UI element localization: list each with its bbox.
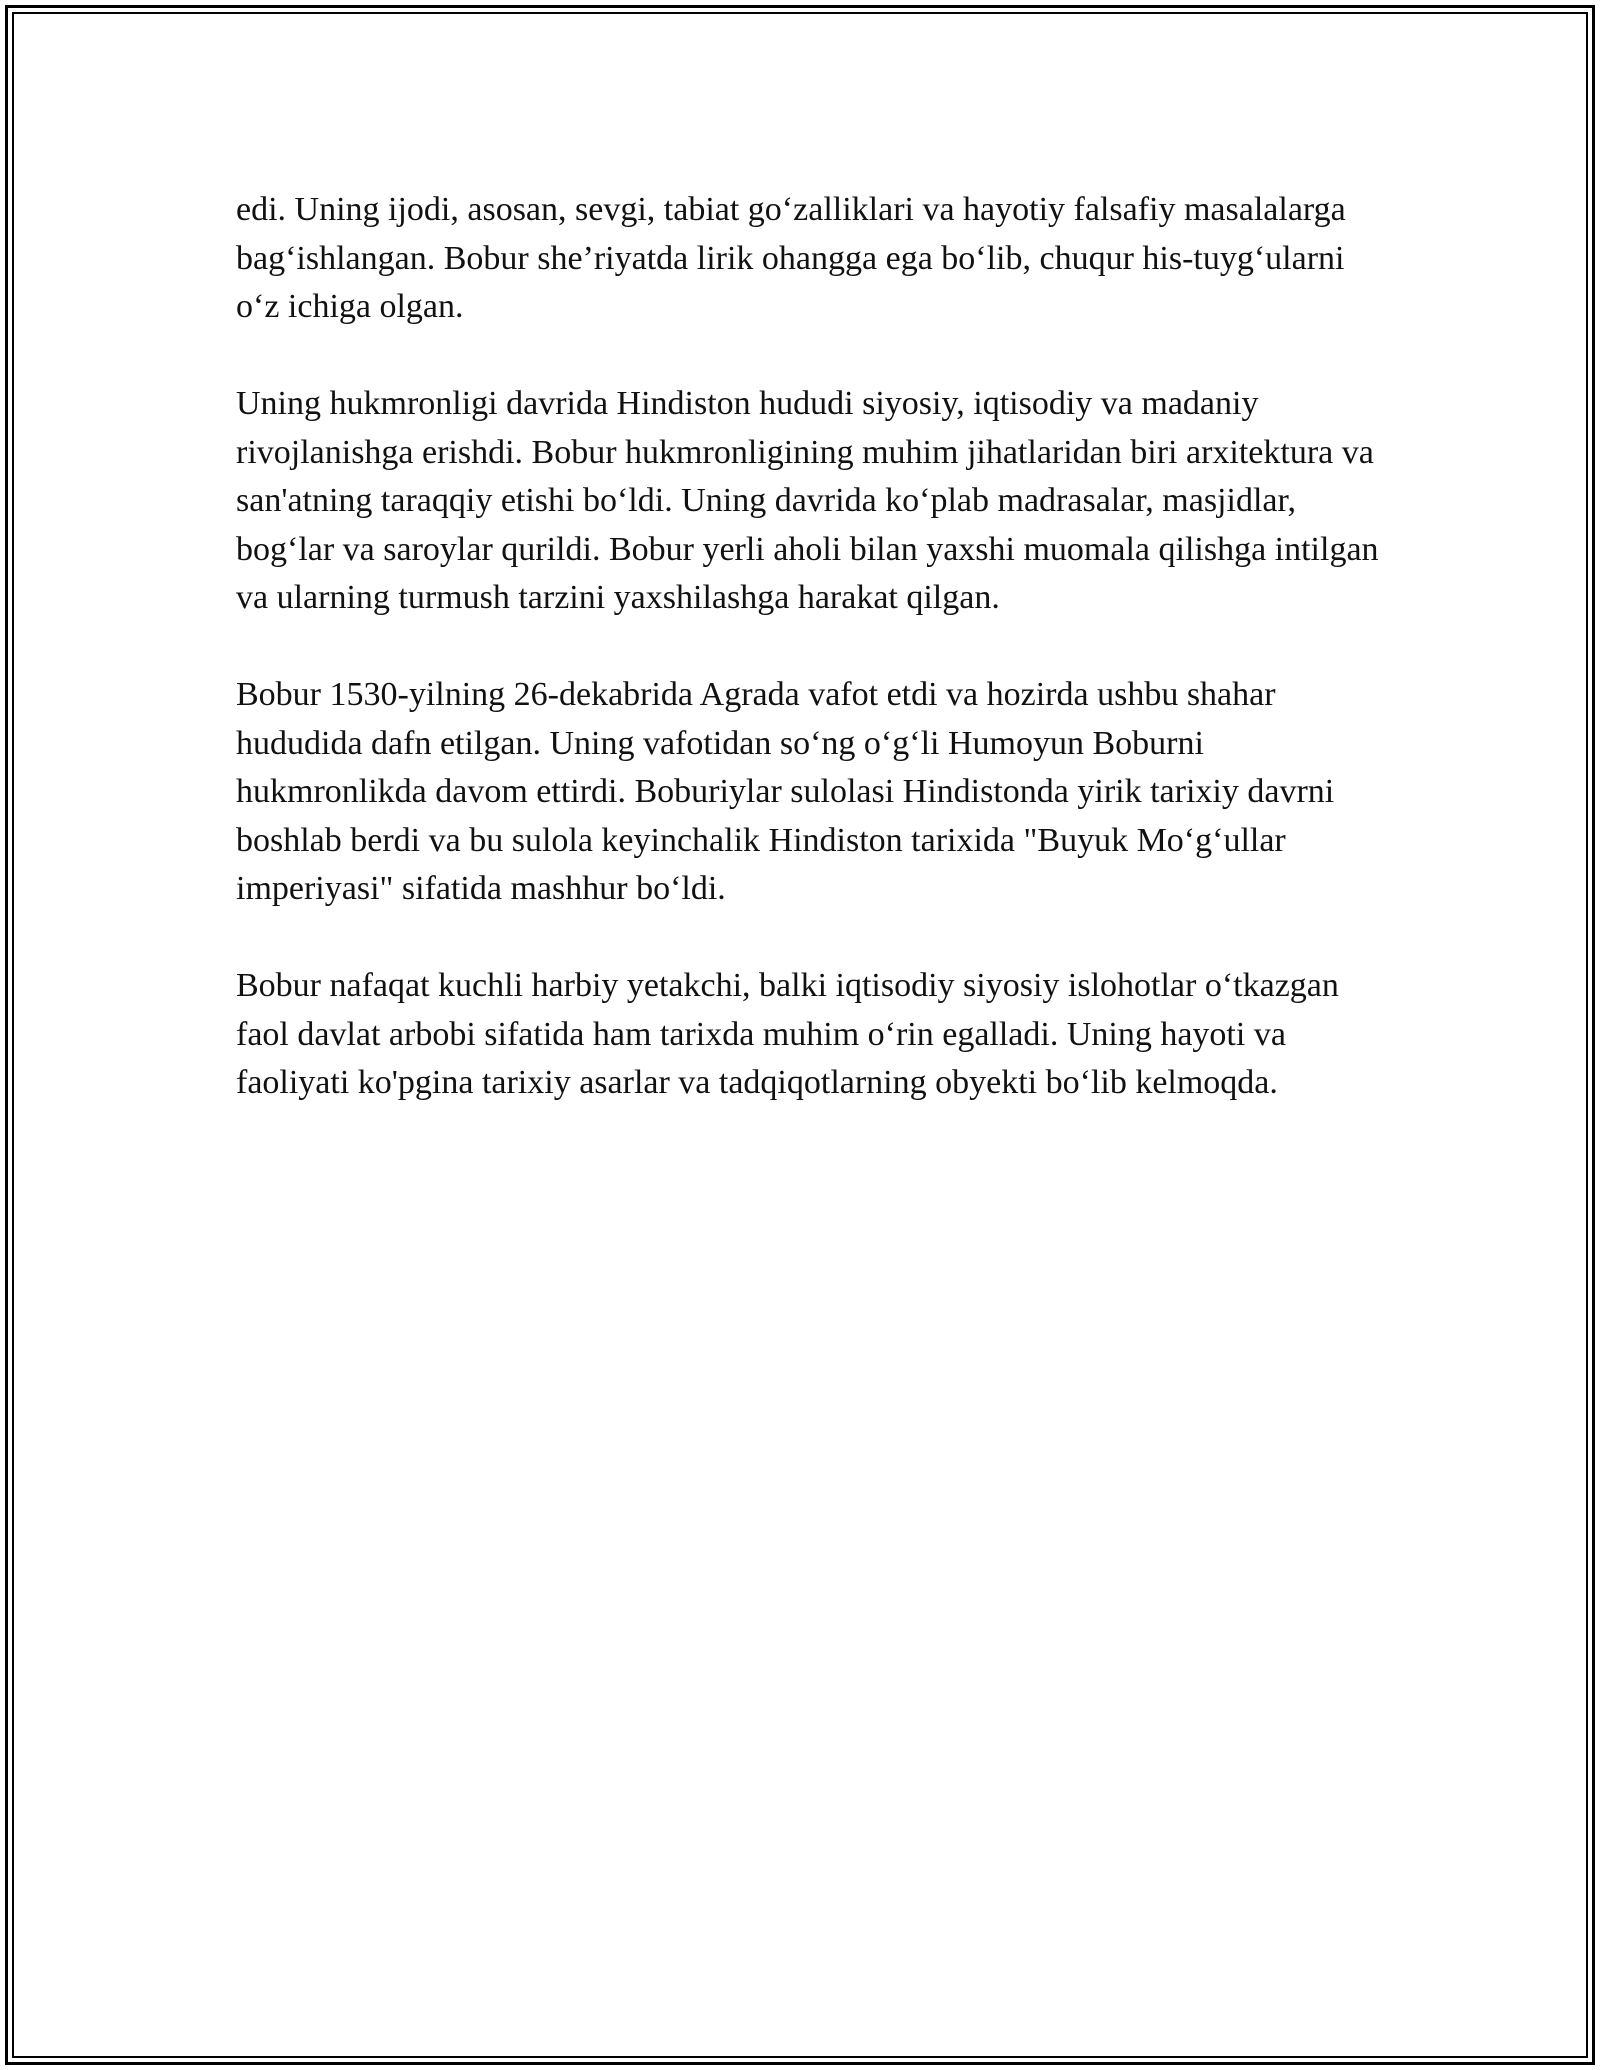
paragraph-2: Uning hukmronligi davrida Hindiston hududi siyosiy, iqtisodiy va madaniy rivojlanishga erishdi. Bobur hukmronligining muhim jihatlaridan biri arxitektura va san'atning taraqqiy etishi bo‘ldi. Uning davrida ko‘plab madrasalar, masjidlar, bog‘lar va saroylar qurildi. Bobur yerli aholi bilan yaxshi muomala qilishga intilgan va ularning turmush tarzini yaxshilashga harakat qilgan. [236, 385, 1379, 616]
paragraph-4: Bobur nafaqat kuchli harbiy yetakchi, balki iqtisodiy siyosiy islohotlar o‘tkazgan faol davlat arbobi sifatida ham tarixda muhim o‘rin egalladi. Uning hayoti va faoliyati ko'pgina tarixiy asarlar va tadqiqotlarning obyekti bo‘lib kelmoqda. [236, 967, 1339, 1101]
paragraph-1: edi. Uning ijodi, asosan, sevgi, tabiat go‘zalliklari va hayotiy falsafiy masalalarga bag‘ishlangan. Bobur she’riyatda lirik ohangga ega bo‘lib, chuqur his-tuyg‘ularni o‘z ichiga olgan. [236, 191, 1346, 325]
document-body [236, 186, 1386, 1108]
paragraph-3: Bobur 1530-yilning 26-dekabrida Agrada vafot etdi va hozirda ushbu shahar hududida dafn etilgan. Uning vafotidan so‘ng o‘g‘li Humoyun Boburni hukmronlikda davom ettirdi. Boburiylar sulolasi Hindistonda yirik tarixiy davrni boshlab berdi va bu sulola keyinchalik Hindiston tarixida "Buyuk Mo‘g‘ullar imperiyasi" sifatida mashhur bo‘ldi. [236, 676, 1335, 907]
